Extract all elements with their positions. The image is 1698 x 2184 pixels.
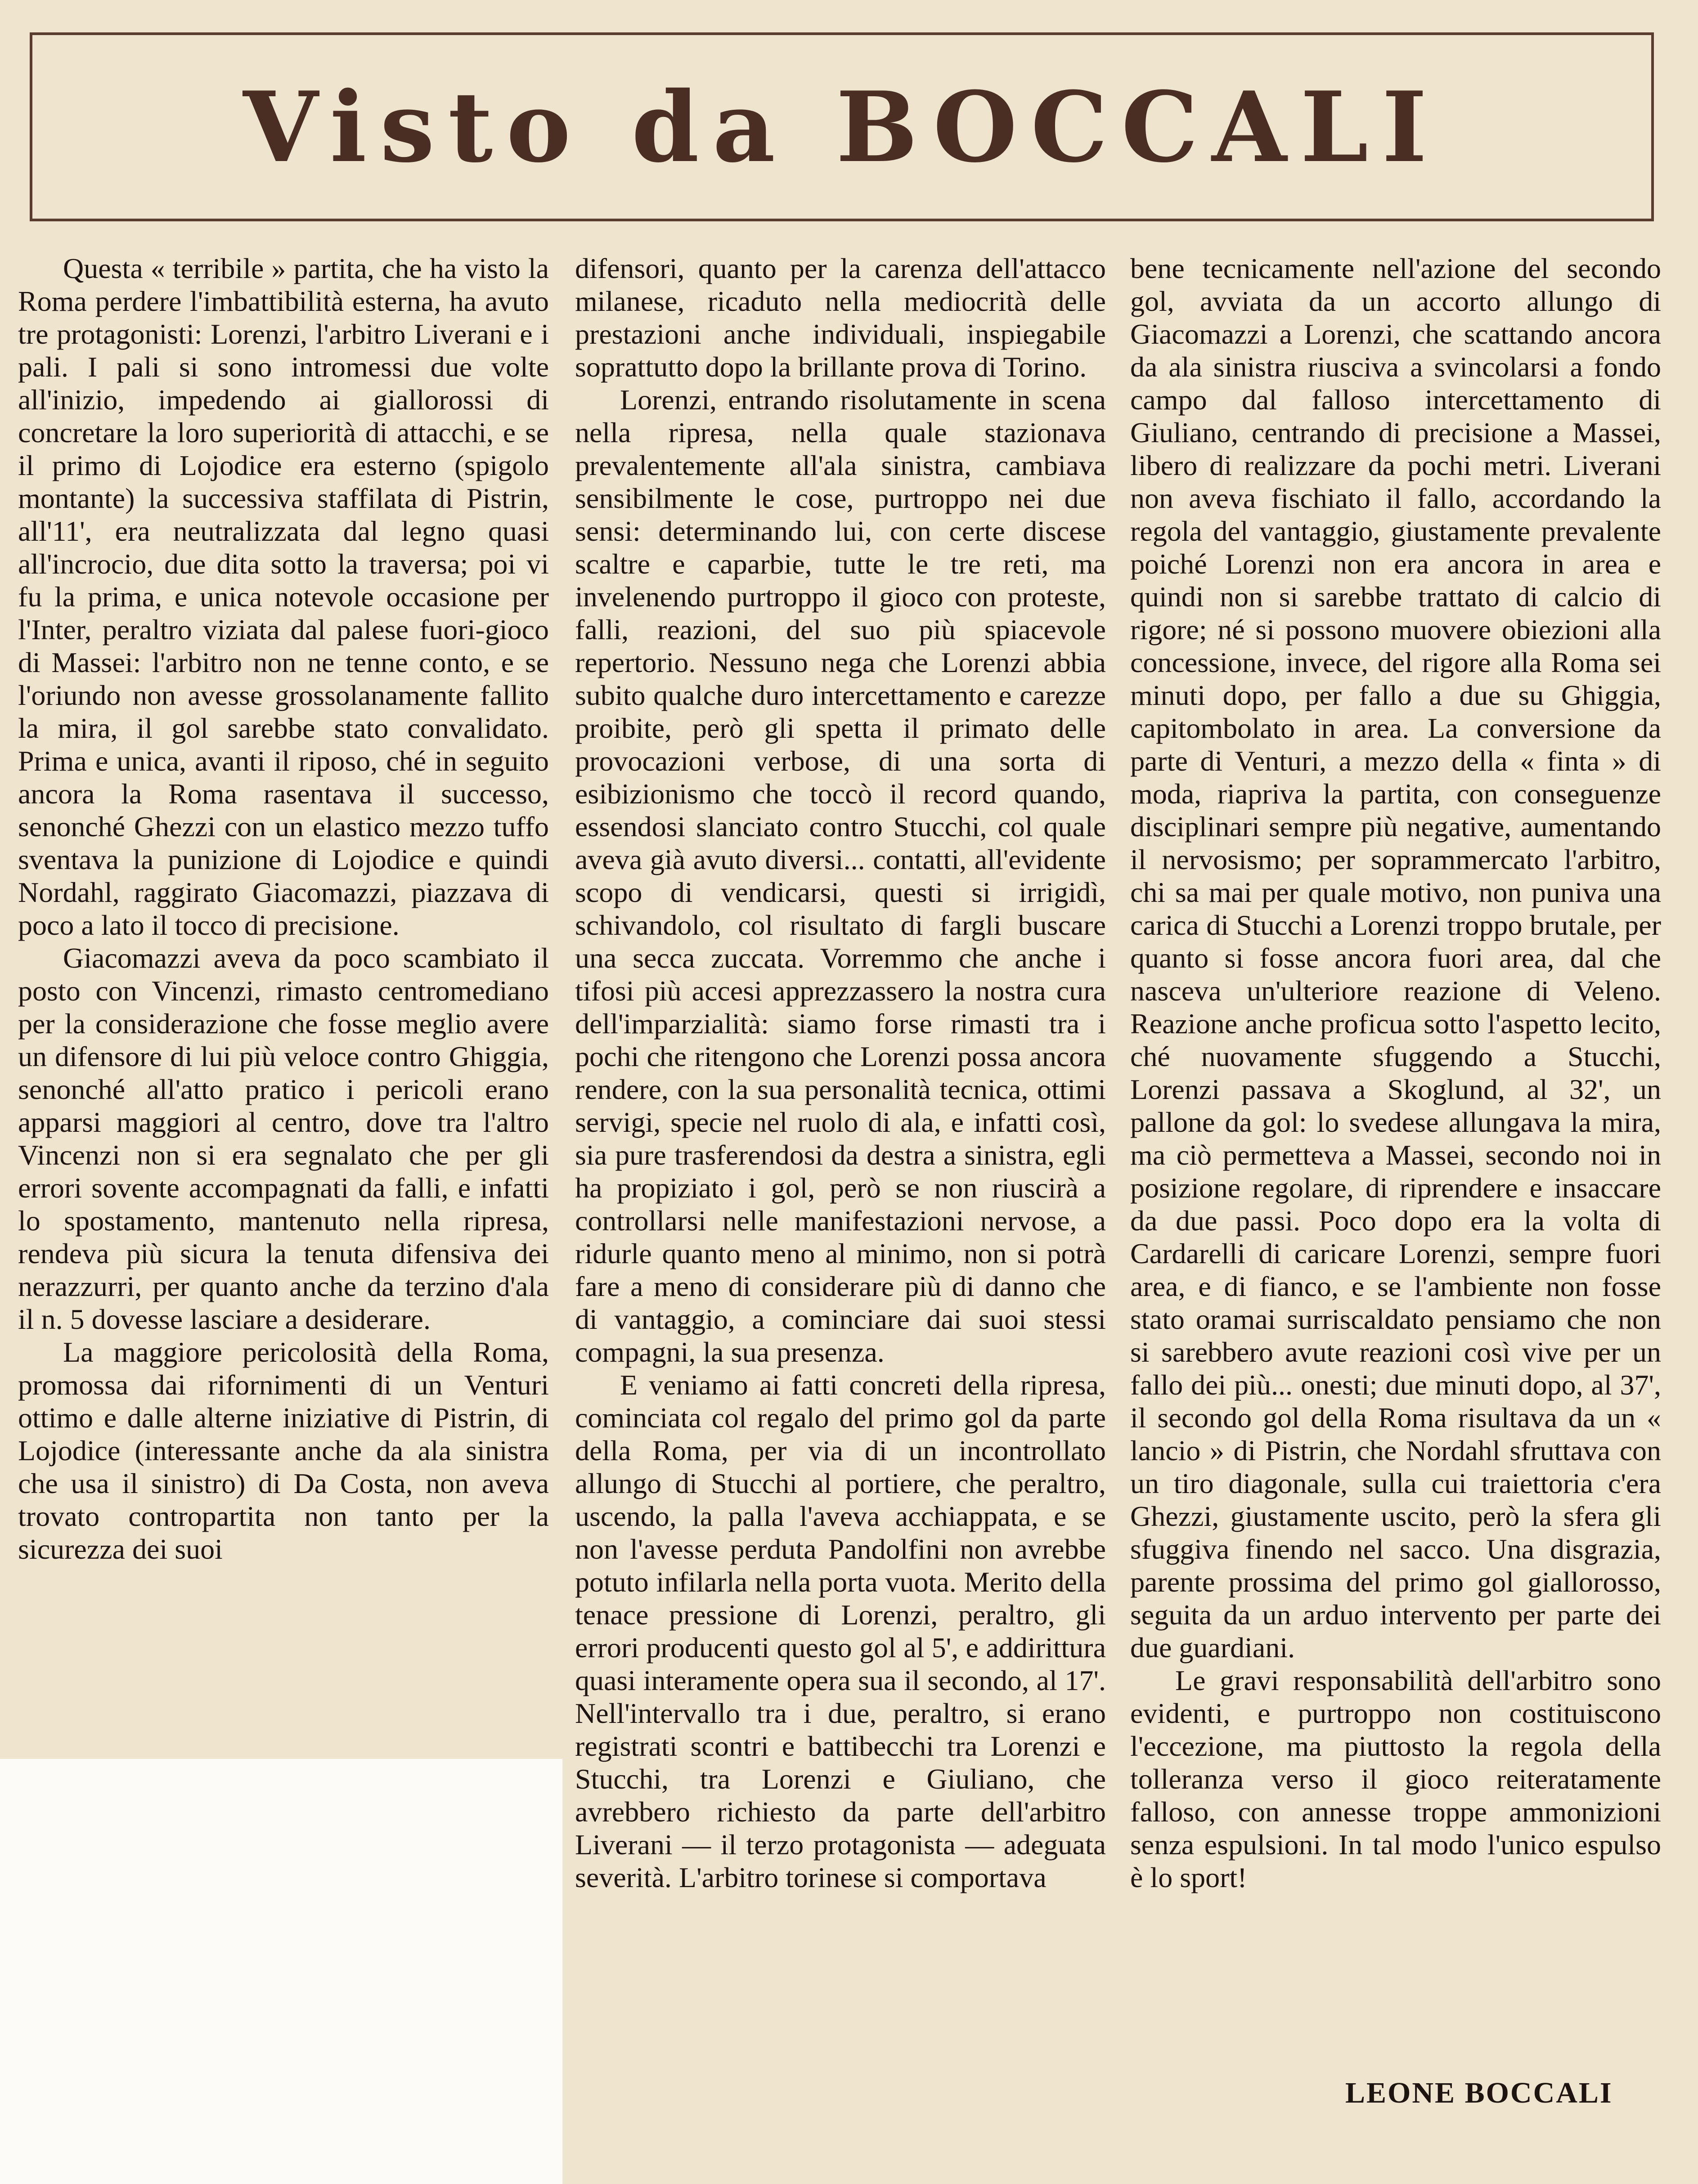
article-title: Visto da BOCCALI <box>243 70 1441 184</box>
article-column-1 <box>18 252 549 1754</box>
article-column-2 <box>575 252 1106 2159</box>
paragraph: difensori, quanto per la carenza dell'attacco milanese, ricaduto nella mediocrità delle prestazioni anche individuali, inspiegabile soprattutto dopo la brillante prova di Torino. <box>575 252 1106 383</box>
paragraph: Giacomazzi aveva da poco scambiato il posto con Vincenzi, rimasto centromediano per la considerazione che fosse meglio avere un difensore di lui più veloce contro Ghiggia, senonché all'atto pratico i pericoli erano apparsi maggiori al centro, dove tra l'altro Vincenzi non si era segnalato che per gli errori sovente accompagnati da falli, e infatti lo spostamento, mantenuto nella ripresa, rendeva più sicura la tenuta difensiva dei nerazzurri, per quanto anche da terzino d'ala il n. 5 dovesse lasciare a desiderare. <box>18 942 549 1335</box>
article-column-3 <box>1130 252 1661 2110</box>
paragraph: E veniamo ai fatti concreti della ripresa, cominciata col regalo del primo gol da parte della Roma, per via di un incontrollato allungo di Stucchi al portiere, che peraltro, uscendo, la palla l'aveva acchiappata, e se non l'avesse perduta Pandolfini non avrebbe potuto infilarla nella porta vuota. Merito della tenace pressione di Lorenzi, peraltro, gli errori producenti questo gol al 5', e addirittura quasi interamente opera sua il secondo, al 17'. Nell'intervallo tra i due, peraltro, si erano registrati scontri e battibecchi tra Lorenzi e Stucchi, tra Lorenzi e Giuliano, che avrebbero richiesto da parte dell'arbitro Liverani — il terzo protagonista — adeguata severità. L'arbitro torinese si comportava <box>575 1369 1106 1893</box>
paragraph: Le gravi responsabilità dell'arbitro sono evidenti, e purtroppo non costituiscono l'eccezione, ma piuttosto la regola della tolleranza verso il gioco reiteratamente falloso, con annesse troppe ammonizioni senza espulsioni. In tal modo l'unico espulso è lo sport! <box>1130 1664 1661 1893</box>
paragraph: Lorenzi, entrando risolutamente in scena nella ripresa, nella quale stazionava prevalentemente all'ala sinistra, cambiava sensibilmente le cose, purtroppo nei due sensi: determinando lui, con certe discese scaltre e caparbie, tutte le tre reti, ma invelenendo purtroppo il gioco con proteste, falli, reazioni, del suo più spiacevole repertorio. Nessuno nega che Lorenzi abbia subito qualche duro intercettamento e carezze proibite, però gli spetta il primato delle provocazioni verbose, di una sorta di esibizionismo che toccò il record quando, essendosi slanciato contro Stucchi, col quale aveva già avuto diversi... contatti, all'evidente scopo di vendicarsi, questi si irrigidì, schivandolo, col risultato di fargli buscare una secca zuccata. Vorremmo che anche i tifosi più accesi apprezzassero la nostra cura dell'imparzialità: siamo forse rimasti tra i pochi che ritengono che Lorenzi possa ancora rendere, con la sua personalità tecnica, ottimi servigi, specie nel ruolo di ala, e infatti così, sia pure trasferendosi da destra a sinistra, egli ha propiziato i gol, però se non riuscirà a controllarsi nelle manifestazioni nervose, a ridurle quanto meno al minimo, non si potrà fare a meno di considerare più di danno che di vantaggio, a cominciare dai suoi stessi compagni, la sua presenza. <box>575 384 1106 1368</box>
paragraph: Questa « terribile » partita, che ha visto la Roma perdere l'imbattibilità esterna, ha avuto tre protagonisti: Lorenzi, l'arbitro Liverani e i pali. I pali si sono intromessi due volte all'inizio, impedendo ai giallorossi di concretare la loro superiorità di attacchi, e se il primo di Lojodice era esterno (spigolo montante) la successiva staffilata di Pistrin, all'11', era neutralizzata dal legno quasi all'incrocio, due dita sotto la traversa; poi vi fu la prima, e unica notevole occasione per l'Inter, peraltro viziata dal palese fuori-gioco di Massei: l'arbitro non ne tenne conto, e se l'oriundo non avesse grossolanamente fallito la mira, il gol sarebbe stato convalidato. Prima e unica, avanti il riposo, ché in seguito ancora la Roma rasentava il successo, senonché Ghezzi con un elastico mezzo tuffo sventava la punizione di Lojodice e quindi Nordahl, raggirato Giacomazzi, piazzava di poco a lato il tocco di precisione. <box>18 252 549 941</box>
blank-margin <box>0 1759 562 2184</box>
paragraph: La maggiore pericolosità della Roma, promossa dai rifornimenti di un Venturi ottimo e dalle alterne iniziative di Pistrin, di Lojodice (interessante anche da ala sinistra che usa il sinistro) di Da Costa, non aveva trovato contropartita non tanto per la sicurezza dei suoi <box>18 1336 549 1565</box>
title-frame <box>30 32 1654 221</box>
paragraph: bene tecnicamente nell'azione del secondo gol, avviata da un accorto allungo di Giacomazzi a Lorenzi, che scattando ancora da ala sinistra riusciva a svincolarsi a fondo campo dal falloso intercettamento di Giuliano, centrando di precisione a Massei, libero di realizzare da pochi metri. Liverani non aveva fischiato il fallo, accordando la regola del vantaggio, giustamente prevalente poiché Lorenzi non era ancora in area e quindi non si sarebbe trattato di calcio di rigore; né si possono muovere obiezioni alla concessione, invece, del rigore alla Roma sei minuti dopo, per fallo a due su Ghiggia, capitombolato in area. La conversione da parte di Venturi, a mezzo della « finta » di moda, riapriva la partita, con conseguenze disciplinari sempre più negative, aumentando il nervosismo; per soprammercato l'arbitro, chi sa mai per quale motivo, non puniva una carica di Stucchi a Lorenzi troppo brutale, per quanto si fosse ancora fuori area, dal che nasceva un'ulteriore reazione di Veleno. Reazione anche proficua sotto l'aspetto lecito, ché nuovamente sfuggendo a Stucchi, Lorenzi passava a Skoglund, al 32', un pallone da gol: lo svedese allungava la mira, ma ciò permetteva a Massei, secondo noi in posizione regolare, di riprendere e insaccare da due passi. Poco dopo era la volta di Cardarelli di caricare Lorenzi, sempre fuori area, e di fianco, e se l'ambiente non fosse stato oramai surriscaldato pensiamo che non si sarebbero avute reazioni così vive per un fallo dei più... onesti; due minuti dopo, al 37', il secondo gol della Roma risultava da un « lancio » di Pistrin, che Nordahl sfruttava con un tiro diagonale, sulla cui traiettoria c'era Ghezzi, giustamente uscito, però la sfera gli sfuggiva finendo nel sacco. Una disgrazia, parente prossima del primo gol giallorosso, seguita da un arduo intervento per parte dei due guardiani. <box>1130 252 1661 1664</box>
author-signature: LEONE BOCCALI <box>1345 2076 1613 2109</box>
